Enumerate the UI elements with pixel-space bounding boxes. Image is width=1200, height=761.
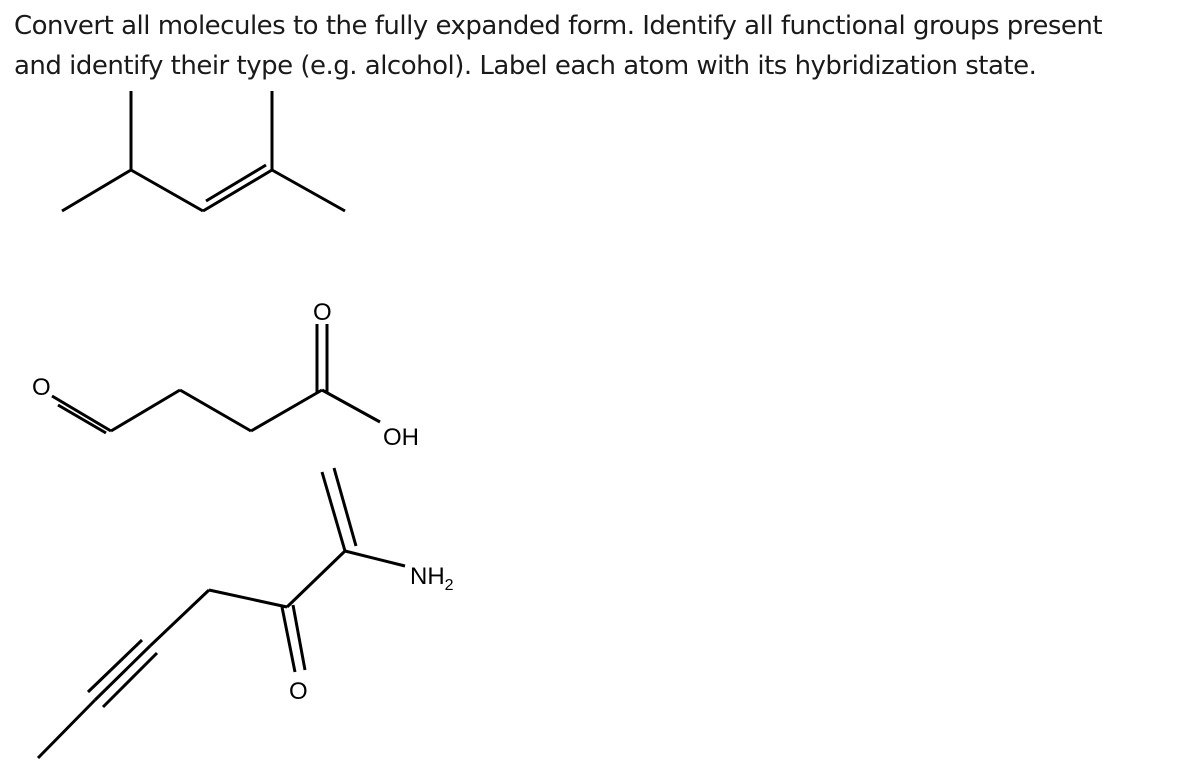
aldehyde-oxygen-label: O xyxy=(32,374,51,401)
bond xyxy=(150,590,209,646)
aldehyde-double-bond xyxy=(58,405,106,433)
bond xyxy=(111,390,180,431)
amine-label: $NH_2$ xyxy=(410,563,454,594)
molecule-2 xyxy=(32,299,419,451)
bond xyxy=(322,390,380,422)
carbonyl-oxygen-label: O xyxy=(289,678,308,705)
aldehyde-double-bond xyxy=(52,396,111,431)
molecule-1 xyxy=(62,91,345,211)
triple-bond xyxy=(88,640,142,692)
question-line-2: and identify their type (e.g. alcohol). Label each atom with its hybridization state. xyxy=(14,51,1037,81)
hydroxyl-label: OH xyxy=(383,424,419,451)
bond xyxy=(131,170,203,211)
carbonyl-oxygen-label: O xyxy=(313,299,332,326)
bond xyxy=(272,170,345,211)
bond xyxy=(345,551,405,566)
bond xyxy=(209,590,287,607)
bond xyxy=(62,170,131,211)
triple-bond xyxy=(103,653,157,707)
alkene-double-bond xyxy=(334,468,356,546)
molecule-3 xyxy=(38,468,454,758)
double-bond-inner xyxy=(206,165,266,201)
carbonyl-double-bond xyxy=(282,607,295,672)
bond xyxy=(287,551,345,607)
bond xyxy=(180,390,251,431)
alkene-double-bond xyxy=(322,472,345,551)
bond xyxy=(251,390,322,431)
question-line-1: Convert all molecules to the fully expanded form. Identify all functional groups present xyxy=(14,11,1103,41)
bond xyxy=(38,700,95,758)
triple-bond xyxy=(95,646,150,700)
carbonyl-double-bond xyxy=(293,605,305,670)
double-bond-outer xyxy=(203,170,272,211)
